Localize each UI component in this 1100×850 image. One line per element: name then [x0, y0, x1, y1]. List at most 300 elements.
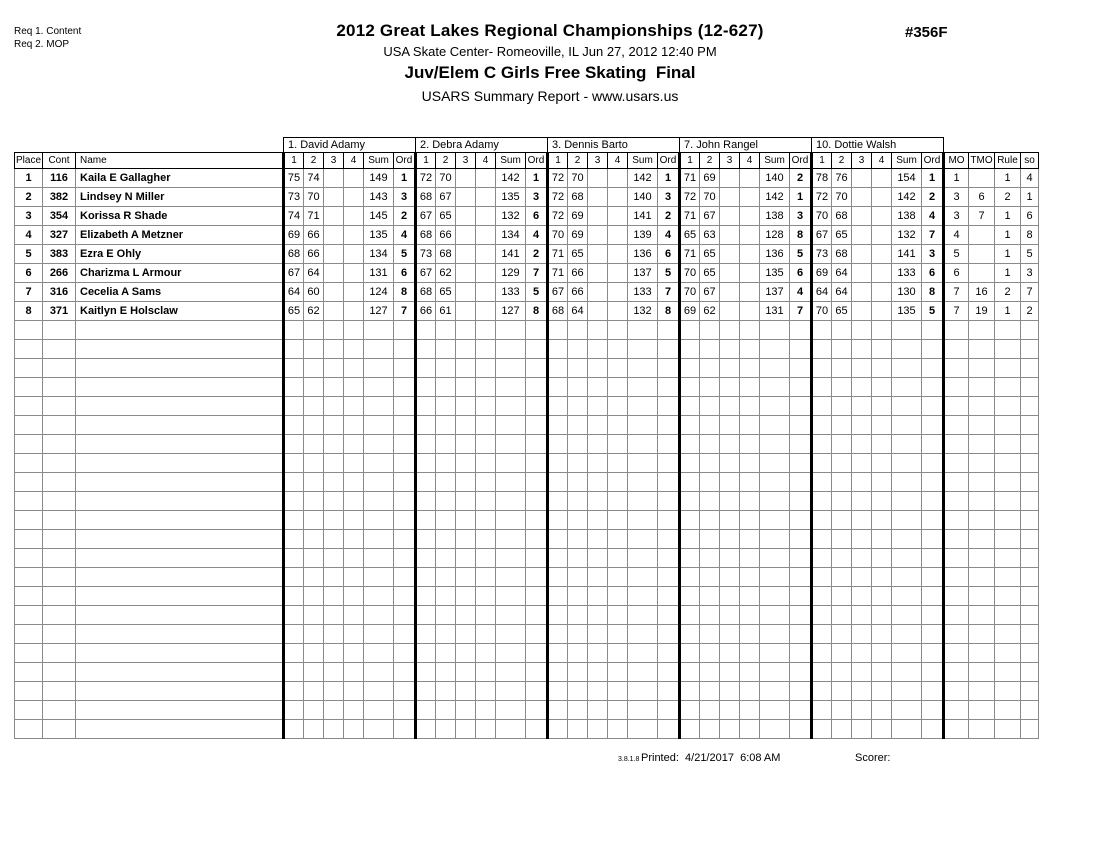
- ordinal-cell: [922, 644, 944, 663]
- score-cell: [324, 644, 344, 663]
- ordinal-cell: 6: [658, 245, 680, 264]
- ordinal-cell: [790, 473, 812, 492]
- score-cell: [740, 264, 760, 283]
- score-cell: [740, 530, 760, 549]
- sum-cell: 140: [760, 169, 790, 188]
- score-cell: [416, 492, 436, 511]
- score-cell: [284, 549, 304, 568]
- score-cell: [476, 568, 496, 587]
- score-cell: [588, 701, 608, 720]
- score-cell: [680, 644, 700, 663]
- so-cell: [1021, 359, 1039, 378]
- tmo-cell: [969, 720, 995, 739]
- judge-name-header: 2. Debra Adamy: [416, 138, 548, 153]
- score-cell: [344, 663, 364, 682]
- score-cell: [568, 701, 588, 720]
- contestant-number-cell: [43, 606, 76, 625]
- score-cell: [832, 321, 852, 340]
- skater-name-cell: [76, 435, 284, 454]
- sum-cell: [364, 720, 394, 739]
- score-cell: [344, 321, 364, 340]
- judge-name-header: 3. Dennis Barto: [548, 138, 680, 153]
- score-cell: [812, 359, 832, 378]
- score-cell: 66: [568, 283, 588, 302]
- score-cell: [436, 549, 456, 568]
- rule-cell: [995, 435, 1021, 454]
- score-cell: [284, 568, 304, 587]
- score-cell: [588, 454, 608, 473]
- sum-cell: [496, 454, 526, 473]
- score-cell: [344, 606, 364, 625]
- sum-cell: 154: [892, 169, 922, 188]
- score-cell: [720, 644, 740, 663]
- score-cell: [568, 606, 588, 625]
- score-cell: [456, 340, 476, 359]
- score-cell: 70: [700, 188, 720, 207]
- ordinal-cell: 4: [658, 226, 680, 245]
- score-cell: [872, 720, 892, 739]
- score-cell: [720, 435, 740, 454]
- score-cell: [852, 416, 872, 435]
- score-cell: 70: [436, 169, 456, 188]
- column-header-4: 4: [872, 153, 892, 169]
- skater-name-cell: [76, 492, 284, 511]
- mo-cell: [944, 435, 969, 454]
- score-cell: [700, 397, 720, 416]
- column-header-3: 3: [324, 153, 344, 169]
- score-cell: [740, 302, 760, 321]
- sum-cell: 134: [496, 226, 526, 245]
- score-cell: [608, 188, 628, 207]
- mo-cell: [944, 530, 969, 549]
- score-cell: [284, 397, 304, 416]
- skater-row: [15, 169, 1039, 188]
- score-cell: [608, 530, 628, 549]
- score-cell: [608, 416, 628, 435]
- score-cell: [680, 492, 700, 511]
- score-cell: [284, 378, 304, 397]
- skater-name-cell: Kaila E Gallagher: [76, 169, 284, 188]
- score-cell: 74: [304, 169, 324, 188]
- skater-row: [15, 245, 1039, 264]
- ordinal-cell: [790, 359, 812, 378]
- score-cell: [872, 264, 892, 283]
- score-cell: [476, 682, 496, 701]
- championship-title: 2012 Great Lakes Regional Championships (12-627): [336, 21, 764, 40]
- score-cell: [608, 340, 628, 359]
- place-cell: [15, 492, 43, 511]
- score-cell: [344, 245, 364, 264]
- empty-row: [15, 549, 1039, 568]
- sum-cell: [364, 321, 394, 340]
- score-cell: [476, 492, 496, 511]
- tmo-cell: [969, 587, 995, 606]
- score-cell: 72: [680, 188, 700, 207]
- rule-cell: 1: [995, 169, 1021, 188]
- skater-name-cell: Korissa R Shade: [76, 207, 284, 226]
- score-cell: [344, 340, 364, 359]
- score-cell: 70: [812, 207, 832, 226]
- score-cell: 70: [548, 226, 568, 245]
- score-cell: 65: [832, 302, 852, 321]
- score-cell: 70: [304, 188, 324, 207]
- score-cell: [588, 473, 608, 492]
- ordinal-cell: 5: [790, 245, 812, 264]
- tmo-cell: 16: [969, 283, 995, 302]
- contestant-number-cell: [43, 701, 76, 720]
- score-cell: [476, 397, 496, 416]
- sum-cell: [628, 606, 658, 625]
- score-cell: [324, 207, 344, 226]
- ordinal-cell: [790, 682, 812, 701]
- score-cell: [284, 644, 304, 663]
- score-cell: [588, 416, 608, 435]
- score-cell: [456, 283, 476, 302]
- contestant-number-cell: [43, 720, 76, 739]
- score-cell: [304, 340, 324, 359]
- empty-row: [15, 568, 1039, 587]
- column-header-1: 1: [416, 153, 436, 169]
- place-cell: [15, 378, 43, 397]
- score-cell: [284, 625, 304, 644]
- score-cell: [740, 226, 760, 245]
- score-cell: [588, 397, 608, 416]
- score-cell: [720, 302, 740, 321]
- score-cell: [548, 568, 568, 587]
- contestant-number-cell: [43, 492, 76, 511]
- score-cell: [436, 378, 456, 397]
- score-cell: 62: [700, 302, 720, 321]
- score-cell: [456, 663, 476, 682]
- score-cell: [324, 264, 344, 283]
- score-cell: [680, 359, 700, 378]
- sum-cell: [760, 682, 790, 701]
- score-cell: [852, 606, 872, 625]
- ordinal-cell: [922, 435, 944, 454]
- ordinal-cell: 8: [790, 226, 812, 245]
- score-cell: [872, 625, 892, 644]
- empty-row: [15, 454, 1039, 473]
- score-cell: 68: [416, 283, 436, 302]
- sum-cell: 138: [892, 207, 922, 226]
- score-cell: [608, 397, 628, 416]
- sum-cell: [892, 530, 922, 549]
- score-cell: 69: [680, 302, 700, 321]
- score-cell: [324, 321, 344, 340]
- sum-cell: [892, 606, 922, 625]
- score-cell: [344, 473, 364, 492]
- score-cell: [436, 606, 456, 625]
- sum-cell: [364, 397, 394, 416]
- score-cell: [456, 720, 476, 739]
- mo-cell: 7: [944, 283, 969, 302]
- score-cell: [324, 625, 344, 644]
- score-cell: 70: [568, 169, 588, 188]
- ordinal-cell: [526, 416, 548, 435]
- score-cell: [436, 644, 456, 663]
- score-cell: [852, 340, 872, 359]
- ordinal-cell: 3: [790, 207, 812, 226]
- so-cell: [1021, 644, 1039, 663]
- score-cell: 63: [700, 226, 720, 245]
- score-cell: [456, 188, 476, 207]
- empty-row: [15, 340, 1039, 359]
- score-cell: [852, 701, 872, 720]
- sum-cell: [496, 606, 526, 625]
- sum-cell: 137: [628, 264, 658, 283]
- score-cell: [344, 207, 364, 226]
- column-header-ord: Ord: [526, 153, 548, 169]
- score-cell: [812, 644, 832, 663]
- score-cell: [700, 549, 720, 568]
- score-cell: [436, 701, 456, 720]
- score-cell: [436, 416, 456, 435]
- ordinal-cell: 4: [790, 283, 812, 302]
- mo-cell: [944, 625, 969, 644]
- sum-cell: 124: [364, 283, 394, 302]
- ordinal-cell: [658, 568, 680, 587]
- score-cell: [720, 473, 740, 492]
- score-cell: [700, 663, 720, 682]
- column-header-1: 1: [680, 153, 700, 169]
- ordinal-cell: [922, 625, 944, 644]
- score-cell: [416, 720, 436, 739]
- sum-cell: [364, 340, 394, 359]
- so-cell: [1021, 530, 1039, 549]
- tmo-cell: [969, 663, 995, 682]
- mo-cell: [944, 568, 969, 587]
- score-cell: 64: [304, 264, 324, 283]
- mo-cell: [944, 644, 969, 663]
- score-cell: [872, 340, 892, 359]
- sum-cell: [760, 359, 790, 378]
- ordinal-cell: [922, 701, 944, 720]
- column-header-3: 3: [720, 153, 740, 169]
- score-cell: [588, 549, 608, 568]
- so-cell: [1021, 473, 1039, 492]
- score-cell: [832, 492, 852, 511]
- score-cell: [872, 283, 892, 302]
- score-cell: [548, 397, 568, 416]
- mo-cell: [944, 682, 969, 701]
- ordinal-cell: [526, 359, 548, 378]
- score-cell: [284, 340, 304, 359]
- so-cell: [1021, 625, 1039, 644]
- sum-cell: 133: [496, 283, 526, 302]
- score-cell: [872, 606, 892, 625]
- score-cell: [284, 511, 304, 530]
- score-cell: [608, 549, 628, 568]
- score-cell: [568, 321, 588, 340]
- ordinal-cell: [790, 663, 812, 682]
- sum-cell: [496, 530, 526, 549]
- score-cell: [588, 359, 608, 378]
- tmo-cell: [969, 264, 995, 283]
- score-cell: 64: [812, 283, 832, 302]
- sum-cell: [364, 625, 394, 644]
- sum-cell: [628, 321, 658, 340]
- place-cell: [15, 511, 43, 530]
- sum-cell: [892, 397, 922, 416]
- score-cell: 72: [548, 188, 568, 207]
- ordinal-cell: [394, 454, 416, 473]
- score-cell: [436, 682, 456, 701]
- score-cell: [700, 416, 720, 435]
- ordinal-cell: [526, 492, 548, 511]
- sum-cell: 145: [364, 207, 394, 226]
- score-cell: [720, 625, 740, 644]
- contestant-number-cell: [43, 397, 76, 416]
- ordinal-cell: [790, 511, 812, 530]
- score-cell: [872, 663, 892, 682]
- ordinal-cell: 7: [790, 302, 812, 321]
- score-cell: [324, 473, 344, 492]
- score-cell: [680, 568, 700, 587]
- score-cell: [344, 188, 364, 207]
- place-cell: [15, 625, 43, 644]
- skater-name-cell: [76, 416, 284, 435]
- score-cell: [740, 188, 760, 207]
- score-cell: [812, 549, 832, 568]
- score-cell: [324, 454, 344, 473]
- score-cell: [740, 321, 760, 340]
- score-cell: 66: [304, 245, 324, 264]
- tmo-cell: [969, 568, 995, 587]
- score-cell: [304, 644, 324, 663]
- score-cell: [456, 264, 476, 283]
- empty-row: [15, 416, 1039, 435]
- sum-cell: [892, 625, 922, 644]
- score-cell: [812, 511, 832, 530]
- score-cell: [852, 644, 872, 663]
- score-cell: [324, 549, 344, 568]
- score-cell: [680, 682, 700, 701]
- sum-cell: [628, 663, 658, 682]
- skater-name-cell: [76, 568, 284, 587]
- score-cell: [324, 568, 344, 587]
- score-cell: [588, 625, 608, 644]
- score-cell: [416, 378, 436, 397]
- score-cell: [568, 416, 588, 435]
- score-cell: [324, 701, 344, 720]
- score-cell: [304, 511, 324, 530]
- score-cell: [608, 359, 628, 378]
- ordinal-cell: [526, 587, 548, 606]
- sum-cell: [628, 473, 658, 492]
- score-cell: [416, 321, 436, 340]
- contestant-number-cell: 382: [43, 188, 76, 207]
- score-cell: [720, 530, 740, 549]
- score-cell: [436, 492, 456, 511]
- score-cell: [608, 283, 628, 302]
- sum-cell: [364, 492, 394, 511]
- score-cell: [324, 587, 344, 606]
- sum-cell: 142: [760, 188, 790, 207]
- score-cell: [568, 511, 588, 530]
- sum-cell: 130: [892, 283, 922, 302]
- empty-row: [15, 378, 1039, 397]
- sum-cell: [364, 454, 394, 473]
- ordinal-cell: [922, 568, 944, 587]
- place-cell: 4: [15, 226, 43, 245]
- score-cell: [568, 549, 588, 568]
- mo-cell: [944, 473, 969, 492]
- score-cell: [832, 435, 852, 454]
- score-cell: [872, 302, 892, 321]
- score-cell: [416, 625, 436, 644]
- score-cell: [304, 549, 324, 568]
- score-cell: [852, 226, 872, 245]
- skater-name-cell: [76, 321, 284, 340]
- mo-cell: [944, 549, 969, 568]
- score-cell: [680, 321, 700, 340]
- skater-name-cell: [76, 644, 284, 663]
- score-cell: [324, 245, 344, 264]
- so-cell: [1021, 511, 1039, 530]
- score-cell: [872, 701, 892, 720]
- ordinal-cell: [922, 340, 944, 359]
- ordinal-cell: 3: [394, 188, 416, 207]
- place-cell: 5: [15, 245, 43, 264]
- sum-cell: [496, 492, 526, 511]
- so-cell: 3: [1021, 264, 1039, 283]
- ordinal-cell: [526, 682, 548, 701]
- sum-cell: [760, 397, 790, 416]
- score-cell: [568, 587, 588, 606]
- column-header-1: 1: [284, 153, 304, 169]
- score-cell: [720, 378, 740, 397]
- score-cell: [436, 397, 456, 416]
- score-cell: [476, 701, 496, 720]
- ordinal-cell: [394, 606, 416, 625]
- ordinal-cell: [790, 568, 812, 587]
- score-cell: [548, 720, 568, 739]
- sum-cell: [892, 568, 922, 587]
- score-cell: 71: [680, 207, 700, 226]
- score-cell: [852, 359, 872, 378]
- sum-cell: [628, 511, 658, 530]
- ordinal-cell: 8: [658, 302, 680, 321]
- score-cell: [568, 378, 588, 397]
- sum-cell: [892, 511, 922, 530]
- skater-name-cell: Ezra E Ohly: [76, 245, 284, 264]
- score-cell: 70: [812, 302, 832, 321]
- score-cell: [476, 644, 496, 663]
- score-cell: 67: [284, 264, 304, 283]
- ordinal-cell: [922, 397, 944, 416]
- skater-name-cell: [76, 340, 284, 359]
- column-header-cont: Cont: [43, 153, 76, 169]
- so-cell: [1021, 663, 1039, 682]
- score-cell: [740, 720, 760, 739]
- score-cell: [304, 682, 324, 701]
- score-cell: [548, 435, 568, 454]
- score-cell: 70: [680, 264, 700, 283]
- score-cell: [720, 188, 740, 207]
- ordinal-cell: [526, 606, 548, 625]
- score-cell: [812, 321, 832, 340]
- skater-row: [15, 226, 1039, 245]
- score-cell: 65: [284, 302, 304, 321]
- score-cell: [304, 473, 324, 492]
- sum-cell: 142: [892, 188, 922, 207]
- ordinal-cell: [922, 321, 944, 340]
- sum-cell: 136: [760, 245, 790, 264]
- score-cell: [700, 435, 720, 454]
- rule-cell: [995, 625, 1021, 644]
- ordinal-cell: [526, 435, 548, 454]
- score-cell: [456, 245, 476, 264]
